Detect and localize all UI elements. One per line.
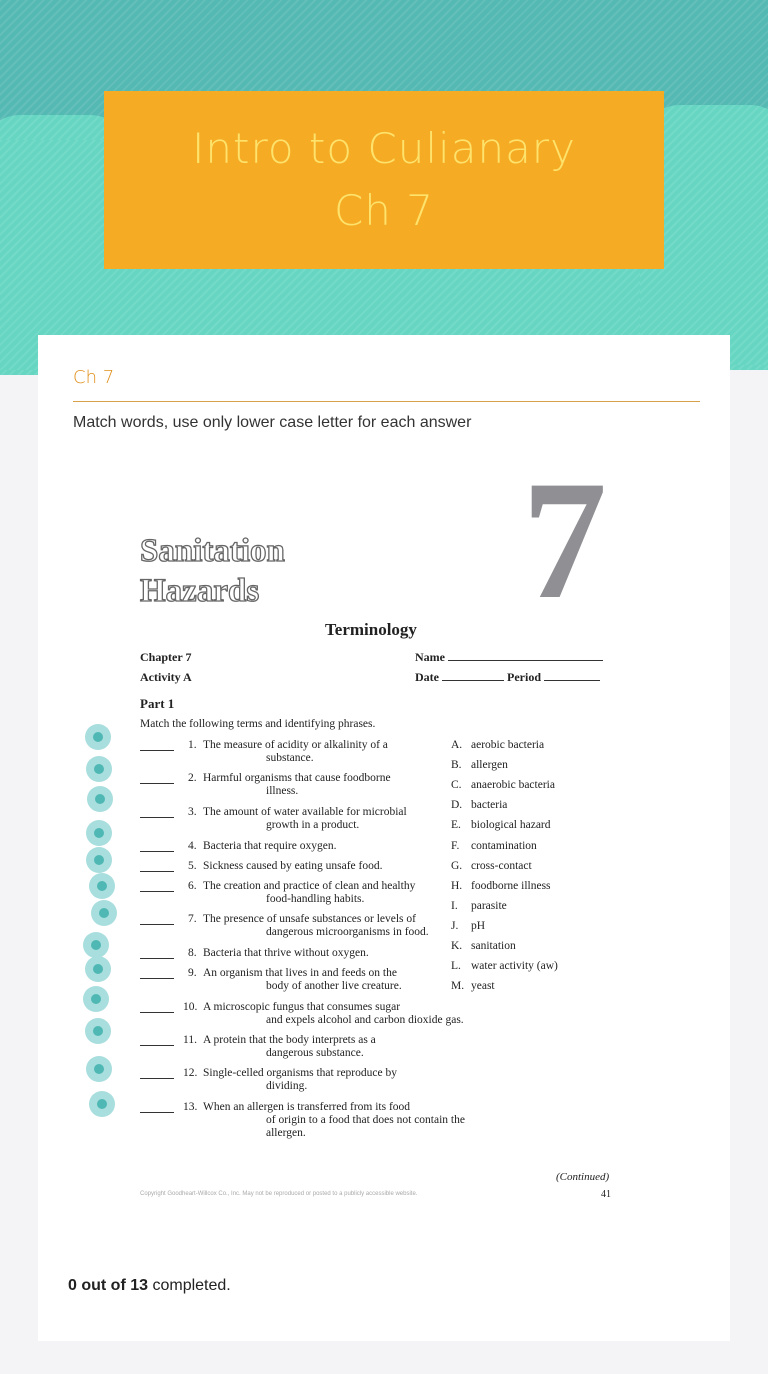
matching-item: 9. An organism that lives in and feeds on the body of another live creature. [140,967,440,993]
title-box [104,91,664,269]
divider [73,401,700,402]
section-title: Ch 7 [73,367,115,388]
copyright-text: Copyright Goodheart-Willcox Co., Inc. May not be reproduced or posted to a publicly accessible website. [140,1191,418,1197]
answer-hotspot[interactable] [91,900,117,926]
choice-item: K. sanitation [451,940,516,952]
matching-item: 6. The creation and practice of clean and healthy food-handling habits. [140,880,440,906]
matching-item: 7. The presence of unsafe substances or levels of dangerous microorganisms in food. [140,913,440,939]
choice-item: B. allergen [451,759,508,772]
date-period-field: Date Period [415,670,600,685]
page-title: Intro to Culianary Ch 7 [192,124,576,235]
choice-item: H. foodborne illness [451,879,551,892]
part-label: Part 1 [140,696,175,711]
answer-hotspot[interactable] [86,1056,112,1082]
part-instructions: Match the following terms and identifying phrases. [140,718,376,730]
answer-hotspot[interactable] [86,847,112,873]
answer-hotspot[interactable] [86,756,112,782]
choice-item: E. biological hazard [451,819,551,832]
choice-item: D. bacteria [451,799,508,812]
continued-label: (Continued) [556,1171,610,1183]
answer-hotspot[interactable] [86,820,112,846]
matching-item: 11. A protein that the body interprets as a dangerous substance. [140,1034,440,1060]
choice-item: M. yeast [451,980,495,993]
choice-item: F. contamination [451,839,537,852]
name-field: Name [415,650,603,665]
header-banner [0,0,768,360]
instructions: Match words, use only lower case letter for each answer [73,414,472,431]
answer-hotspot[interactable] [83,932,109,958]
matching-item: 8. Bacteria that thrive without oxygen. [140,947,440,960]
matching-item: 10. A microscopic fungus that consumes sugar and expels alcohol and carbon dioxide gas. [140,1001,440,1027]
answer-hotspot[interactable] [85,724,111,750]
answer-hotspot[interactable] [89,873,115,899]
matching-item: 12. Single-celled organisms that reproduce by dividing. [140,1067,440,1093]
matching-item: 2. Harmful organisms that cause foodborne illness. [140,772,440,798]
page-number: 41 [601,1189,611,1200]
choice-item: C. anaerobic bacteria [451,779,555,792]
answer-hotspot[interactable] [87,786,113,812]
matching-item: 3. The amount of water available for microbial growth in a product. [140,806,440,832]
progress-text: 0 out of 13 completed. [68,1277,231,1294]
matching-item: 5. Sickness caused by eating unsafe food. [140,860,440,873]
chapter-label: Chapter 7 [140,650,192,664]
chapter-number: 7 [522,446,607,634]
answer-hotspot[interactable] [85,1018,111,1044]
choice-item: G. cross-contact [451,859,532,872]
choice-item: L. water activity (aw) [451,960,558,973]
choice-item: J. pH [451,919,486,932]
answer-hotspot[interactable] [85,956,111,982]
choice-item: A. aerobic bacteria [451,739,545,751]
worksheet-heading: Hazards [140,573,260,609]
worksheet-heading: Sanitation [140,533,285,569]
activity-label: Activity A [140,670,192,684]
answer-hotspot[interactable] [89,1091,115,1117]
answer-hotspot[interactable] [83,986,109,1012]
matching-item: 13. When an allergen is transferred from its food of origin to a food that does not contain the allergen. [140,1101,440,1140]
choice-item: I. parasite [451,899,507,912]
worksheet-subtitle: Terminology [325,620,417,639]
matching-item: 1. The measure of acidity or alkalinity of a substance. [140,739,440,765]
matching-item: 4. Bacteria that require oxygen. [140,840,440,853]
